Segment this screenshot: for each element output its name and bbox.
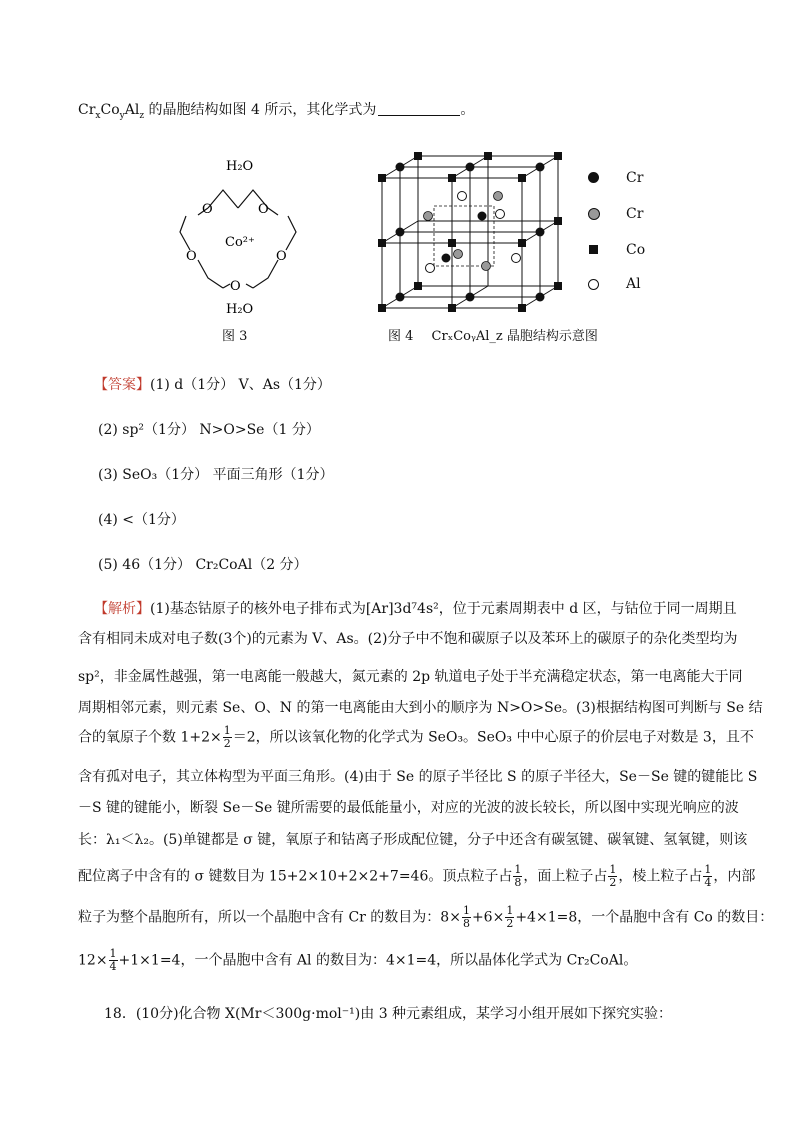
analysis-line-8: 长：λ₁＜λ₂。(5)单键都是 σ 键，氧原子和钴离子形成配位键，分子中还含有碳氢键、碳氧键、氢氧键，则该	[78, 832, 748, 848]
formula-co: Co	[100, 102, 120, 118]
frac-num: 1	[609, 863, 617, 876]
frac-num: 1	[462, 904, 470, 917]
legend-cr-black-marker	[588, 172, 599, 183]
oxygen-label-2: O	[258, 202, 269, 217]
analysis-line-1	[94, 598, 737, 618]
frac-den: 2	[506, 917, 514, 930]
fraction-one-eighth	[513, 864, 522, 889]
figure-3-crown-ether	[168, 150, 308, 330]
analysis-p1: (1)基态钴原子的核外电子排布式为[Ar]3d⁷4s²，位于元素周期表中 d 区，与钴位于同一周期且	[150, 601, 737, 617]
frac-den: 4	[704, 876, 712, 889]
frac-den: 2	[609, 876, 617, 889]
co-ion-label: Co²⁺	[225, 235, 255, 250]
fraction-one-quarter	[703, 864, 712, 889]
analysis-line-2: 含有相同未成对电子数(3个)的元素为 V、As。(2)分子中不饱和碳原子以及苯环上的碳原子的杂化类型均为	[78, 631, 738, 647]
question-18-line: 18．(10分)化合物 X(Mr＜300g·mol⁻¹)由 3 种元素组成，某学习小组开展如下探究实验：	[104, 1006, 673, 1022]
question-text: 的晶胞结构如图 4 所示，其化学式为	[148, 102, 377, 118]
fraction-one-eighth	[462, 905, 471, 930]
answer-label: 【答案】	[94, 377, 150, 393]
oxygen-label-1: O	[202, 202, 213, 217]
analysis-p9a: 配位离子中含有的 σ 键数目为 15+2×10+2×2+7=46。顶点粒子占	[78, 868, 513, 885]
figure-4-caption	[388, 325, 598, 344]
figure-4-caption-formula: CrₓCoᵧAl_z	[431, 329, 503, 344]
figure-3-caption: 图 3	[222, 329, 248, 344]
fraction-one-half	[223, 725, 232, 750]
frac-den: 4	[109, 960, 117, 973]
legend-co-marker	[589, 245, 598, 254]
analysis-p5b: ＝2，所以该氧化物的化学式为 SeO₃。SeO₃ 中中心原子的价层电子对数是 3，且不	[232, 729, 754, 746]
legend-cr-black-label: Cr	[626, 170, 644, 186]
frac-num: 1	[704, 863, 712, 876]
answer-line-1	[94, 374, 331, 394]
answer-line-4: (4) <（1分）	[98, 512, 185, 528]
fraction-one-quarter	[109, 948, 118, 973]
analysis-p11a: 12×	[78, 952, 108, 969]
formula-cr: Cr	[78, 102, 96, 118]
analysis-line-9	[78, 864, 755, 889]
question-end: 。	[460, 102, 475, 118]
fraction-one-half	[505, 905, 514, 930]
answer-line-1-text: (1) d（1分） V、As（1分）	[150, 377, 331, 393]
figure-4-legend	[588, 168, 668, 298]
question-line	[78, 100, 474, 120]
answer-line-2: (2) sp²（1分） N>O>Se（1 分）	[98, 422, 320, 438]
legend-co-label: Co	[626, 242, 646, 258]
analysis-line-5	[78, 725, 754, 750]
analysis-line-3: sp²，非金属性越强，第一电离能一般越大，氮元素的 2p 轨道电子处于半充满稳定状态，第一电离能大于同	[78, 669, 743, 685]
h2o-bottom-label: H₂O	[226, 302, 254, 317]
analysis-line-10	[78, 905, 773, 930]
analysis-p9c: ，棱上粒子占	[618, 868, 703, 885]
frac-num: 1	[109, 947, 117, 960]
legend-al-label: Al	[626, 276, 641, 292]
fraction-one-half	[608, 864, 617, 889]
h2o-top-label: H₂O	[226, 159, 254, 174]
oxygen-label-5: O	[230, 279, 241, 294]
analysis-p9d: ，内部	[713, 868, 756, 885]
formula-al: Al	[124, 102, 140, 118]
analysis-p10b: +6×	[471, 909, 505, 926]
formula-y: y	[119, 110, 125, 121]
analysis-p11b: +1×1=4，一个晶胞中含有 Al 的数目为：4×1=4，所以晶体化学式为 Cr₂CoAl。	[118, 952, 638, 969]
legend-cr-gray-label: Cr	[626, 206, 644, 222]
frac-num: 1	[506, 904, 514, 917]
analysis-line-4: 周期相邻元素，则元素 Se、O、N 的第一电离能由大到小的顺序为 N>O>Se。(3)根据结构图可判断与 Se 结	[78, 700, 763, 716]
frac-num: 1	[223, 724, 231, 737]
figure-4-caption-suffix: 晶胞结构示意图	[506, 329, 598, 344]
figure-4-caption-prefix: 图 4	[388, 329, 414, 344]
oxygen-label-3: O	[186, 249, 197, 264]
frac-den: 8	[514, 876, 522, 889]
legend-cr-gray-marker	[588, 208, 600, 220]
legend-al-marker	[588, 279, 599, 290]
analysis-p5a: 合的氧原子个数 1+2×	[78, 729, 222, 746]
analysis-p10c: +4×1=8，一个晶胞中含有 Co 的数目：	[515, 909, 774, 926]
analysis-line-11	[78, 948, 637, 973]
frac-num: 1	[514, 863, 522, 876]
answer-line-3: (3) SeO₃（1分） 平面三角形（1分）	[98, 467, 334, 483]
answer-blank[interactable]	[378, 101, 460, 116]
figure-4-crystal-cell	[370, 148, 570, 318]
frac-den: 8	[462, 917, 470, 930]
frac-den: 2	[223, 737, 231, 750]
analysis-p9b: ，面上粒子占	[523, 868, 608, 885]
formula-x: x	[95, 110, 101, 121]
oxygen-label-4: O	[276, 249, 287, 264]
formula-z: z	[139, 110, 145, 121]
analysis-label: 【解析】	[94, 601, 150, 617]
analysis-line-6: 含有孤对电子，其立体构型为平面三角形。(4)由于 Se 的原子半径比 S 的原子半径大，Se－Se 键的键能比 S	[78, 769, 758, 785]
answer-line-5: (5) 46（1分） Cr₂CoAl（2 分）	[98, 557, 308, 573]
analysis-line-7: －S 键的键能小，断裂 Se－Se 键所需要的最低能量小，对应的光波的波长较长，所以图中实现光响应的波	[78, 800, 739, 816]
analysis-p10a: 粒子为整个晶胞所有，所以一个晶胞中含有 Cr 的数目为：8×	[78, 909, 461, 926]
